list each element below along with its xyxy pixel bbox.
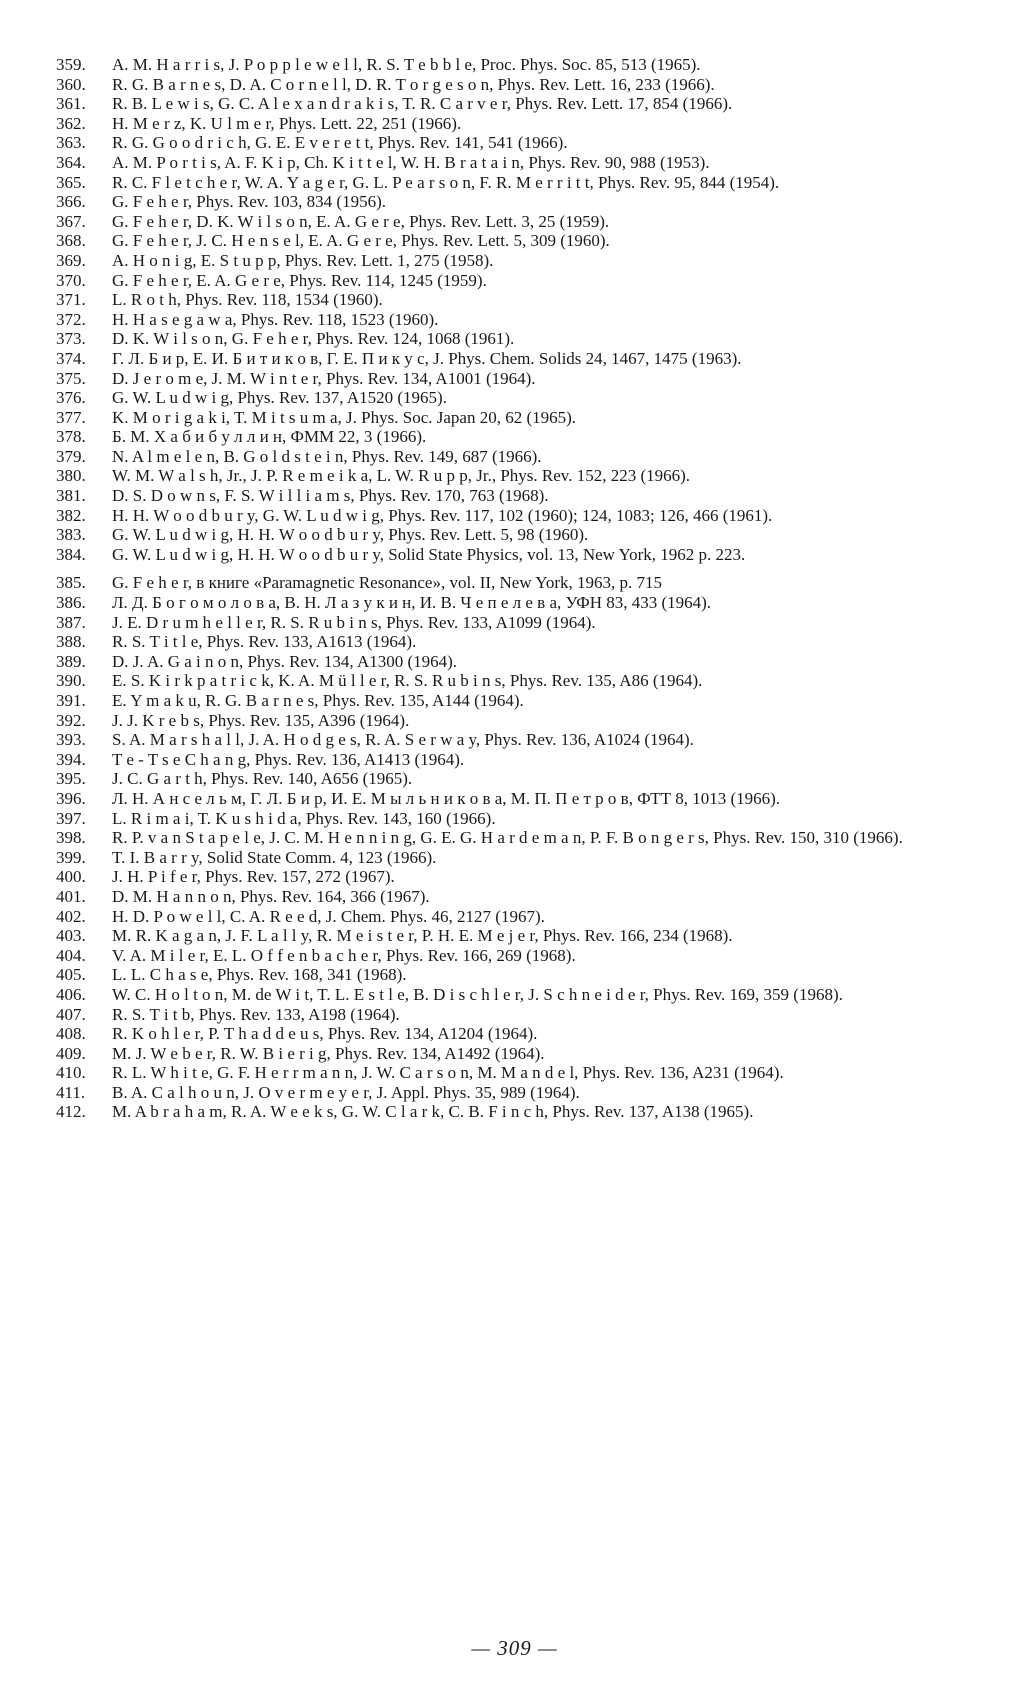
reference-text: E. S. K i r k p a t r i c k, K. A. M ü l l e r, R. S. R u b i n s, Phys. Rev. 135, A86 (1964). [112,671,703,691]
reference-number: 402. [56,906,86,926]
reference-text: D. M. H a n n o n, Phys. Rev. 164, 366 (1967). [112,886,430,906]
reference-number: 390. [56,671,86,691]
reference-number: 411. [56,1082,86,1102]
reference-item [56,349,968,369]
reference-text: G. F e h e r, D. K. W i l s o n, E. A. G e r e, Phys. Rev. Lett. 3, 25 (1959). [112,211,610,231]
reference-text: M. R. K a g a n, J. F. L a l l y, R. M e i s t e r, P. H. E. M e j e r, Phys. Rev. 166, 234 (1968). [112,926,733,946]
reference-number: 405. [56,965,86,985]
reference-item [56,946,968,966]
reference-text: D. J e r o m e, J. M. W i n t e r, Phys. Rev. 134, A1001 (1964). [112,368,536,388]
reference-item [56,271,968,291]
reference-number: 376. [56,388,86,408]
reference-text: A. M. P o r t i s, A. F. K i p, Ch. K i t t e l, W. H. B r a t a i n, Phys. Rev. 90, 988 (1953). [112,152,710,172]
reference-item [56,114,968,134]
reference-item [56,192,968,212]
reference-number: 372. [56,309,86,329]
reference-number: 395. [56,769,86,789]
reference-item [56,1083,968,1103]
reference-text: M. A b r a h a m, R. A. W e e k s, G. W. C l a r k, C. B. F i n c h, Phys. Rev. 137, A138 (1965). [112,1102,754,1122]
reference-number: 393. [56,730,86,750]
reference-item [56,486,968,506]
reference-text: G. F e h e r, Phys. Rev. 103, 834 (1956). [112,192,386,212]
reference-text: R. C. F l e t c h e r, W. A. Y a g e r, G. L. P e a r s o n, F. R. M e r r i t t, Phys. Rev. 95, 844 (1954). [112,172,780,192]
reference-number: 363. [56,133,86,153]
reference-item [56,730,968,750]
reference-item [56,408,968,428]
reference-number: 403. [56,926,86,946]
reference-number: 410. [56,1063,86,1083]
reference-text: G. W. L u d w i g, Phys. Rev. 137, A1520 (1965). [112,388,447,408]
reference-item [56,907,968,927]
reference-text: R. K o h l e r, P. T h a d d e u s, Phys. Rev. 134, A1204 (1964). [112,1024,538,1044]
reference-text: R. P. v a n S t a p e l e, J. C. M. H e n n i n g, G. E. G. H a r d e m a n, P. F. B o n g e r s, Phys. Rev. 150, 310 (1966). [112,828,903,848]
reference-number: 408. [56,1024,86,1044]
reference-text: E. Y m a k u, R. G. B a r n e s, Phys. Rev. 135, A144 (1964). [112,691,524,710]
reference-number: 373. [56,329,86,349]
reference-number: 407. [56,1004,86,1024]
reference-item [56,750,968,770]
reference-item [56,769,968,789]
reference-text: Г. Л. Б и р, Е. И. Б и т и к о в, Г. Е. П и к у с, J. Phys. Chem. Solids 24, 1467, 1475 (1963). [112,348,742,368]
reference-number: 409. [56,1043,86,1063]
reference-item [56,545,968,565]
reference-number: 360. [56,74,86,94]
reference-number: 382. [56,505,86,525]
reference-number: 381. [56,486,86,506]
reference-number: 386. [56,593,86,613]
reference-number: 400. [56,867,86,887]
reference-text: S. A. M a r s h a l l, J. A. H o d g e s, R. A. S e r w a y, Phys. Rev. 136, A1024 (1964). [112,730,694,750]
reference-text: G. F e h e r, E. A. G e r e, Phys. Rev. 114, 1245 (1959). [112,270,487,290]
reference-number: 397. [56,808,86,828]
reference-item [56,809,968,829]
reference-number: 412. [56,1102,86,1122]
reference-text: G. W. L u d w i g, H. H. W o o d b u r y, Solid State Physics, vol. 13, New York, 1962 p. 223. [112,544,746,564]
reference-item [56,329,968,349]
reference-text: H. H a s e g a w a, Phys. Rev. 118, 1523 (1960). [112,309,439,329]
reference-number: 387. [56,612,86,632]
reference-text: L. R i m a i, T. K u s h i d a, Phys. Rev. 143, 160 (1966). [112,808,496,828]
reference-item [56,691,968,711]
reference-item [56,671,968,691]
reference-item [56,153,968,173]
reference-text: R. B. L e w i s, G. C. A l e x a n d r a k i s, T. R. C a r v e r, Phys. Rev. Lett. 17, 854 (1966). [112,94,733,114]
reference-item [56,466,968,486]
reference-list-page [56,55,968,1122]
reference-item [56,1102,968,1122]
reference-number: 406. [56,984,86,1004]
reference-item [56,985,968,1005]
reference-number: 371. [56,290,86,310]
reference-number: 366. [56,192,86,212]
reference-text: A. H o n i g, E. S t u p p, Phys. Rev. Lett. 1, 275 (1958). [112,250,494,270]
reference-number: 398. [56,828,86,848]
reference-item [56,75,968,95]
reference-item [56,789,968,809]
reference-item [56,212,968,232]
reference-item [56,632,968,652]
reference-number: 375. [56,368,86,388]
reference-text: R. S. T i t b, Phys. Rev. 133, A198 (1964). [112,1004,400,1024]
reference-item [56,290,968,310]
reference-number: 359. [56,55,86,74]
reference-text: W. M. W a l s h, Jr., J. P. R e m e i k a, L. W. R u p p, Jr., Phys. Rev. 152, 223 (1966). [112,466,691,486]
reference-item [56,231,968,251]
reference-item [56,867,968,887]
reference-item [56,1024,968,1044]
reference-text: Л. Д. Б о г о м о л о в а, В. Н. Л а з у к и н, И. В. Ч е п е л е в а, УФН 83, 433 (1964). [112,593,712,613]
reference-item [56,55,968,75]
reference-text: R. S. T i t l e, Phys. Rev. 133, A1613 (1964). [112,632,417,652]
reference-text: R. G. B a r n e s, D. A. C o r n e l l, D. R. T o r g e s o n, Phys. Rev. Lett. 16, 233 (1966). [112,74,715,94]
reference-number: 370. [56,270,86,290]
reference-text: H. H. W o o d b u r y, G. W. L u d w i g, Phys. Rev. 117, 102 (1960); 124, 1083; 126, 466 (1961). [112,505,773,525]
reference-item [56,133,968,153]
reference-number: 404. [56,945,86,965]
reference-item [56,427,968,447]
reference-number: 401. [56,886,86,906]
reference-item [56,652,968,672]
reference-item [56,251,968,271]
reference-number: 396. [56,788,86,808]
reference-text: Б. М. Х а б и б у л л и н, ФММ 22, 3 (1966). [112,427,427,447]
reference-item [56,447,968,467]
reference-number: 368. [56,231,86,251]
reference-text: J. J. K r e b s, Phys. Rev. 135, A396 (1964). [112,710,410,730]
reference-number: 369. [56,250,86,270]
reference-text: G. F e h e r, в книге «Paramagnetic Resonance», vol. II, New York, 1963, p. 715 [112,573,662,593]
reference-text: W. C. H o l t o n, M. de W i t, T. L. E s t l e, B. D i s c h l e r, J. S c h n e i d e r, Phys. Rev. 169, 359 (1968). [112,984,843,1004]
reference-text: A. M. H a r r i s, J. P o p p l e w e l l, R. S. T e b b l e, Proc. Phys. Soc. 85, 513 (1965). [112,55,701,74]
reference-number: 362. [56,113,86,133]
reference-number: 377. [56,407,86,427]
reference-text: R. L. W h i t e, G. F. H e r r m a n n, J. W. C a r s o n, M. M a n d e l, Phys. Rev. 136, A231 (1964). [112,1063,784,1083]
reference-text: K. M o r i g a k i, T. M i t s u m a, J. Phys. Soc. Japan 20, 62 (1965). [112,407,577,427]
reference-number: 361. [56,94,86,114]
reference-text: R. G. G o o d r i c h, G. E. E v e r e t t, Phys. Rev. 141, 541 (1966). [112,133,568,153]
reference-item [56,887,968,907]
reference-number: 385. [56,573,86,593]
reference-number: 389. [56,651,86,671]
reference-text: J. C. G a r t h, Phys. Rev. 140, A656 (1965). [112,769,413,789]
reference-number: 384. [56,544,86,564]
reference-text: J. H. P i f e r, Phys. Rev. 157, 272 (1967). [112,867,395,887]
reference-text: Л. Н. А н с е л ь м, Г. Л. Б и р, И. Е. М ы л ь н и к о в а, М. П. П е т р о в, ФТТ 8, 1013 (1966). [112,788,781,808]
reference-item [56,613,968,633]
reference-item [56,525,968,545]
reference-text: L. L. C h a s e, Phys. Rev. 168, 341 (1968). [112,965,407,985]
reference-list [56,55,968,1122]
reference-text: G. F e h e r, J. C. H e n s e l, E. A. G e r e, Phys. Rev. Lett. 5, 309 (1960). [112,231,610,251]
reference-item [56,94,968,114]
reference-number: 380. [56,466,86,486]
reference-number: 379. [56,446,86,466]
reference-item [56,369,968,389]
reference-number: 388. [56,632,86,652]
reference-text: V. A. M i l e r, E. L. O f f e n b a c h e r, Phys. Rev. 166, 269 (1968). [112,945,576,965]
reference-number: 399. [56,847,86,867]
reference-item [56,711,968,731]
reference-text: B. A. C a l h o u n, J. O v e r m e y e r, J. Appl. Phys. 35, 989 (1964). [112,1082,580,1102]
reference-number: 383. [56,525,86,545]
reference-item [56,573,968,593]
reference-number: 391. [56,691,86,710]
reference-item [56,965,968,985]
page-number: — 309 — [471,1636,558,1660]
reference-text: M. J. W e b e r, R. W. B i e r i g, Phys. Rev. 134, A1492 (1964). [112,1043,545,1063]
reference-number: 365. [56,172,86,192]
reference-number: 374. [56,348,86,368]
reference-item [56,593,968,613]
reference-text: H. D. P o w e l l, C. A. R e e d, J. Chem. Phys. 46, 2127 (1967). [112,906,545,926]
reference-number: 394. [56,749,86,769]
reference-number: 392. [56,710,86,730]
reference-number: 367. [56,211,86,231]
reference-item [56,1005,968,1025]
reference-text: T e - T s e C h a n g, Phys. Rev. 136, A1413 (1964). [112,749,465,769]
reference-text: L. R o t h, Phys. Rev. 118, 1534 (1960). [112,290,383,310]
reference-item [56,1044,968,1064]
reference-item [56,1063,968,1083]
reference-number: 364. [56,152,86,172]
reference-text: D. S. D o w n s, F. S. W i l l i a m s, Phys. Rev. 170, 763 (1968). [112,486,549,506]
reference-item [56,506,968,526]
reference-text: H. M e r z, K. U l m e r, Phys. Lett. 22, 251 (1966). [112,113,462,133]
reference-number: 378. [56,427,86,447]
reference-item [56,828,968,848]
reference-item [56,926,968,946]
reference-text: J. E. D r u m h e l l e r, R. S. R u b i n s, Phys. Rev. 133, A1099 (1964). [112,612,596,632]
reference-text: N. A l m e l e n, B. G o l d s t e i n, Phys. Rev. 149, 687 (1966). [112,446,542,466]
reference-text: G. W. L u d w i g, H. H. W o o d b u r y, Phys. Rev. Lett. 5, 98 (1960). [112,525,589,545]
reference-text: D. K. W i l s o n, G. F e h e r, Phys. Rev. 124, 1068 (1961). [112,329,515,349]
reference-text: T. I. B a r r y, Solid State Comm. 4, 123 (1966). [112,847,437,867]
reference-item [56,310,968,330]
reference-item [56,848,968,868]
reference-item [56,388,968,408]
reference-item [56,173,968,193]
reference-text: D. J. A. G a i n o n, Phys. Rev. 134, A1300 (1964). [112,651,458,671]
